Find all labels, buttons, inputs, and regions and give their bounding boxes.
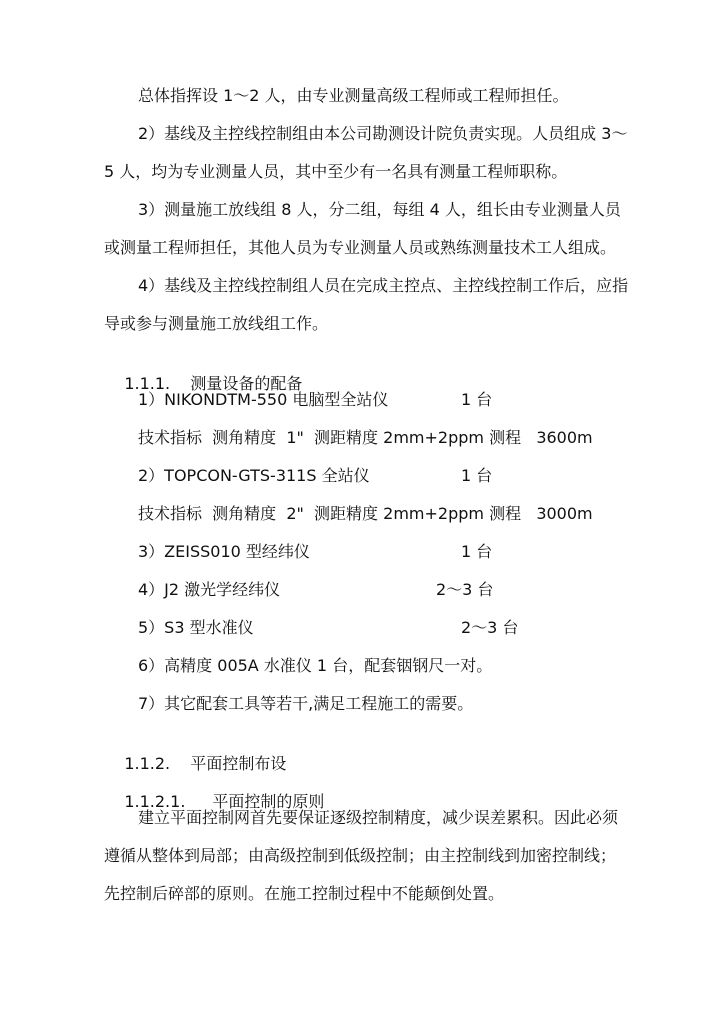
paragraph-baseline-group-line1: 2）基线及主控线控制组由本公司勘测设计院负责实现。人员组成 3～ [138, 124, 628, 143]
equipment-item-7: 7）其它配套工具等若干,满足工程施工的需要。 [138, 694, 474, 713]
equipment-quantity-4: 2～3 台 [436, 580, 494, 599]
section-number: 1.1.1. [124, 374, 171, 393]
section-number: 1.1.2. [124, 754, 171, 773]
paragraph-principles-line1: 建立平面控制网首先要保证逐级控制精度，减少误差累积。因此必须 [138, 808, 619, 827]
paragraph-commander: 总体指挥设 1～2 人，由专业测量高级工程师或工程师担任。 [138, 86, 569, 105]
equipment-quantity-2: 1 台 [461, 466, 493, 485]
paragraph-layout-group-line1: 3）测量施工放线组 8 人，分二组，每组 4 人，组长由专业测量人员 [138, 200, 621, 219]
equipment-spec-2: 技术指标 测角精度 2" 测距精度 2mm+2ppm 测程 3000m [138, 504, 593, 523]
subsection-number: 1.1.2.1. [124, 792, 186, 811]
section-title: 平面控制布设 [190, 754, 287, 773]
paragraph-baseline-group-line2: 5 人，均为专业测量人员，其中至少有一名具有测量工程师职称。 [104, 162, 568, 181]
paragraph-guidance-line1: 4）基线及主控线控制组人员在完成主控点、主控线控制工作后，应指 [138, 276, 629, 295]
equipment-item-3: 3）ZEISS010 型经纬仪 [138, 542, 310, 561]
equipment-item-6: 6）高精度 005A 水准仪 1 台，配套铟钢尺一对。 [138, 656, 493, 675]
paragraph-principles-line3: 先控制后碎部的原则。在施工控制过程中不能颠倒处置。 [104, 884, 505, 903]
equipment-item-4: 4）J2 激光学经纬仪 [138, 580, 281, 599]
equipment-item-5: 5）S3 型水准仪 [138, 618, 254, 637]
paragraph-principles-line2: 遵循从整体到局部；由高级控制到低级控制；由主控制线到加密控制线； [104, 846, 617, 865]
subsection-title: 平面控制的原则 [212, 792, 325, 811]
equipment-quantity-5: 2～3 台 [461, 618, 519, 637]
equipment-spec-1: 技术指标 测角精度 1" 测距精度 2mm+2ppm 测程 3600m [138, 428, 593, 447]
paragraph-guidance-line2: 导或参与测量施工放线组工作。 [104, 314, 329, 333]
paragraph-layout-group-line2: 或测量工程师担任，其他人员为专业测量人员或熟练测量技术工人组成。 [104, 238, 617, 257]
equipment-quantity-1: 1 台 [461, 390, 493, 409]
equipment-item-1: 1）NIKONDTM-550 电脑型全站仪 [138, 390, 389, 409]
equipment-quantity-3: 1 台 [461, 542, 493, 561]
section-title: 测量设备的配备 [190, 374, 303, 393]
equipment-item-2: 2）TOPCON-GTS-311S 全站仪 [138, 466, 370, 485]
